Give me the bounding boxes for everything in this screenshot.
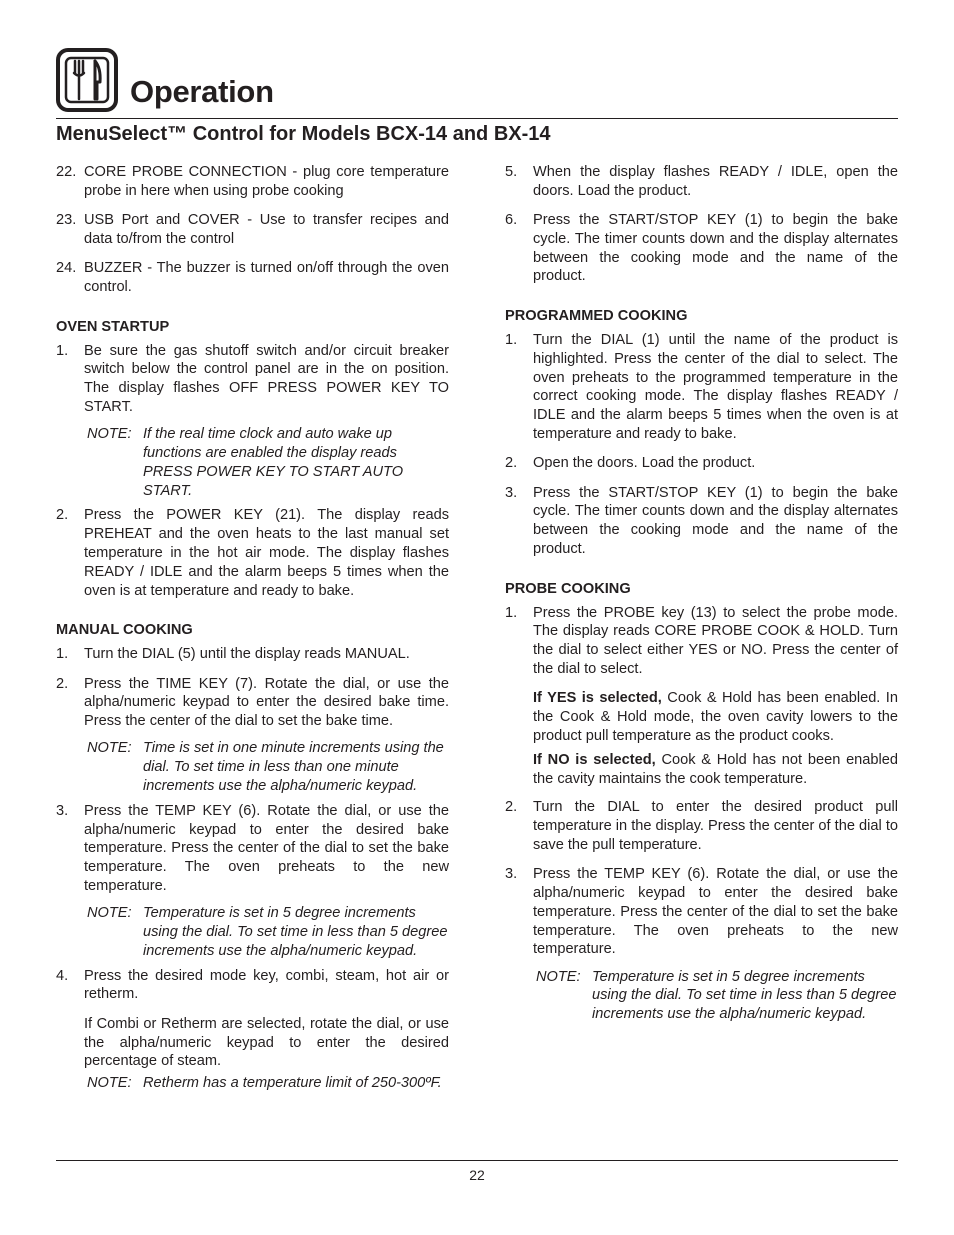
list-item: 23. USB Port and COVER - Use to transfer recipes and data to/from the control [56, 212, 449, 247]
list-item: 1. Be sure the gas shutoff switch and/or circuit breaker switch below the control panel are in the on position. The display flashes OFF PRESS POWER KEY TO START. [56, 342, 449, 415]
sub-paragraph: If YES is selected, Cook & Hold has been enabled. In the Cook & Hold mode, the oven cavity lowers to the product pull temperature as the product cooks. [533, 690, 898, 744]
list-item: 4. Press the desired mode key, combi, steam, hot air or retherm. [56, 967, 449, 1003]
note: NOTE: Temperature is set in 5 degree increments using the dial. To set time in less than 5 degree increments use the alpha/numeric keypad. [87, 905, 448, 959]
heading-programmed-cooking: PROGRAMMED COOKING [505, 308, 688, 325]
fork-knife-icon [56, 48, 118, 112]
list-item: 3. Press the START/STOP KEY (1) to begin the bake cycle. The timer counts down and the display alternates between the cooking mode and the name of the product. [505, 484, 898, 558]
right-column [505, 163, 898, 1030]
list-item: 2. Turn the DIAL to enter the desired product pull temperature in the display. Press the center of the dial to save the pull temperature. [505, 799, 898, 853]
heading-probe-cooking: PROBE COOKING [505, 580, 631, 597]
page-title: Operation [130, 74, 274, 109]
list-item: 24. BUZZER - The buzzer is turned on/off through the oven control. [56, 260, 449, 295]
list-item: 3. Press the TEMP KEY (6). Rotate the dial, or use the alpha/numeric keypad to enter the desired bake temperature. Press the center of the dial to set the bake temperature. The oven preheats to the new temperature. [56, 802, 449, 894]
sub-paragraph: If Combi or Retherm are selected, rotate the dial, or use the alpha/numeric keypad to enter the desired percentage of steam. [84, 1015, 449, 1070]
note: NOTE: If the real time clock and auto wake up functions are enabled the display reads PRESS POWER KEY TO START AUTO START. [87, 426, 404, 499]
list-item: 22. CORE PROBE CONNECTION - plug core temperature probe in here when using probe cooking [56, 164, 449, 199]
note: NOTE: Retherm has a temperature limit of 250-300ºF. [87, 1075, 442, 1092]
note: NOTE: Temperature is set in 5 degree increments using the dial. To set time in less than 5 degree increments use the alpha/numeric keypad. [536, 968, 897, 1023]
list-item: 6. Press the START/STOP KEY (1) to begin the bake cycle. The timer counts down and the display alternates between the cooking mode and the name of the product. [505, 212, 898, 285]
section-subtitle: MenuSelect™ Control for Models BCX-14 and BX-14 [56, 123, 551, 145]
sub-paragraph: If NO is selected, Cook & Hold has not been enabled the cavity maintains the cook temperature. [533, 751, 899, 787]
list-item: 2. Press the TIME KEY (7). Rotate the dial, or use the alpha/numeric keypad to enter the desired bake time. Press the center of the dial to set the bake time. [56, 675, 449, 730]
heading-manual-cooking: MANUAL COOKING [56, 622, 193, 639]
footer-rule [56, 1160, 898, 1161]
note: NOTE: Time is set in one minute increments using the dial. To set time in less than one minute increments use the alpha/numeric keypad. [87, 740, 444, 795]
heading-oven-startup: OVEN STARTUP [56, 318, 170, 335]
list-item: 5. When the display flashes READY / IDLE, open the doors. Load the product. [505, 164, 898, 199]
header-rule [56, 118, 898, 119]
list-item: 1. Turn the DIAL (5) until the display reads MANUAL. [56, 646, 410, 663]
list-item: 3. Press the TEMP KEY (6). Rotate the dial, or use the alpha/numeric keypad to enter the desired bake temperature. Press the center of the dial to set the bake temperature. The oven preheats to the new temperature. [505, 866, 898, 958]
list-item: 1. Press the PROBE key (13) to select the probe mode. The display reads CORE PROBE COOK & HOLD. Turn the dial to select either YES or NO. Press the center of the dial to select. [505, 604, 898, 678]
list-item: 1. Turn the DIAL (1) until the name of the product is highlighted. Press the center of the dial to select. The oven preheats to the programmed temperature in the correct cooking mode. The display flashes READY / IDLE and the alarm beeps 5 times when the oven is at temperature and ready to bake. [505, 332, 898, 443]
list-item: 2. Open the doors. Load the product. [505, 455, 756, 472]
left-column [56, 163, 449, 1099]
list-item: 2. Press the POWER KEY (21). The display reads PREHEAT and the oven heats to the last manual set temperature in the hot air mode. The display flashes READY / IDLE and the alarm beeps 5 times when the oven is at temperature and ready to bake. [56, 507, 449, 599]
page-number: 22 [469, 1167, 485, 1183]
